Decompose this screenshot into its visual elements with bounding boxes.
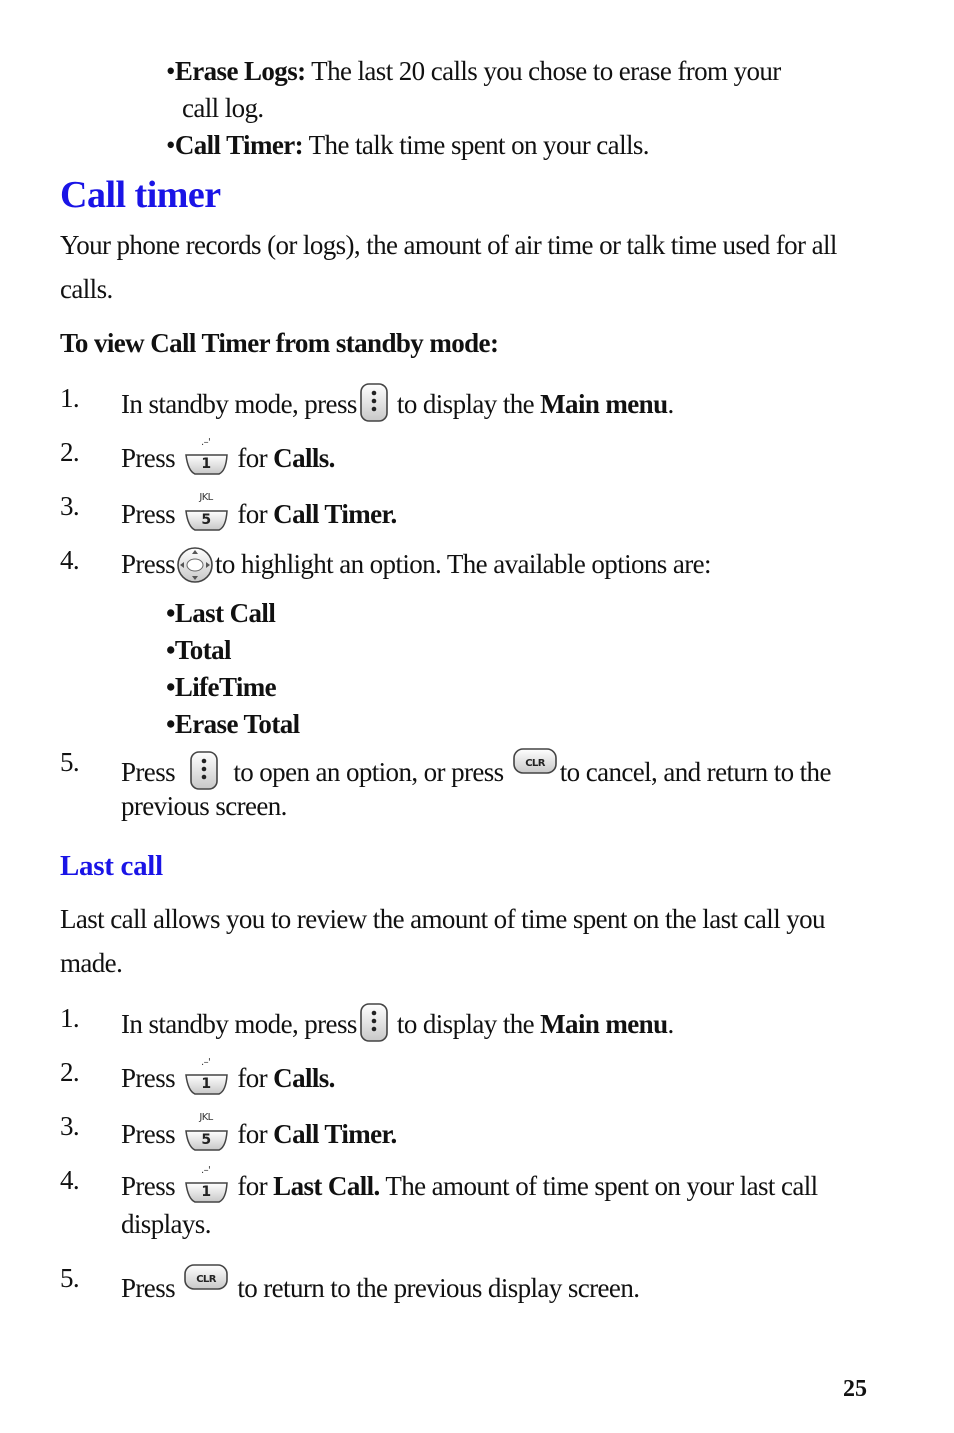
call-timer-intro-1: Your phone records (or logs), the amount of air time or talk time used for all: [60, 230, 837, 260]
step-number: 5.: [60, 747, 80, 777]
bullet-call-timer: •Call Timer: The talk time spent on your calls.: [166, 130, 649, 160]
step-number: 1.: [60, 383, 80, 413]
svg-text:.–': .–': [201, 1057, 211, 1068]
menu-key-icon: [359, 383, 389, 423]
option-lifetime: •LifeTime: [166, 672, 277, 702]
ct-step-5-cont: previous screen.: [121, 791, 287, 821]
step-number: 3.: [60, 1111, 80, 1141]
navigation-key-icon: [175, 545, 215, 585]
page-number: 25: [843, 1376, 867, 1402]
lc-step-1: In standby mode, press to display the Main menu.: [121, 1003, 674, 1043]
lc-step-2: Press .–' 1 for Calls.: [121, 1057, 335, 1097]
bullet-erase-logs-cont: call log.: [182, 93, 264, 123]
key-5-icon: [183, 1111, 229, 1153]
heading-last-call: Last call: [60, 850, 163, 882]
svg-text:1: 1: [201, 1076, 211, 1092]
key-5-icon: [183, 491, 229, 533]
heading-call-timer: Call timer: [60, 174, 221, 216]
svg-text:.–': .–': [201, 437, 211, 448]
ct-step-5: Press to open an option, or press CLR to cancel, and return to the: [121, 747, 831, 791]
bullet-text: The last 20 calls you chose to erase from your: [305, 56, 781, 86]
step-number: 4.: [60, 1165, 80, 1195]
menu-key-icon: [359, 1003, 389, 1043]
key-1-icon: [183, 437, 229, 477]
svg-text:CLR: CLR: [196, 1274, 216, 1285]
lc-step-4-cont: displays.: [121, 1209, 211, 1239]
svg-text:1: 1: [201, 1184, 211, 1200]
bullet-term: Call Timer:: [174, 130, 303, 160]
lc-step-5: Press CLR to return to the previous display screen.: [121, 1263, 639, 1304]
last-call-intro-2: made.: [60, 948, 123, 978]
bullet-term: Erase Logs:: [174, 56, 306, 86]
ct-step-1: In standby mode, press to display the Main menu.: [121, 383, 674, 423]
step-number: 2.: [60, 437, 80, 467]
step-number: 3.: [60, 491, 80, 521]
step-number: 4.: [60, 545, 80, 575]
bullet-erase-logs: •Erase Logs: The last 20 calls you chose to erase from your: [166, 56, 781, 86]
ct-step-4: Press to highlight an option. The available options are:: [121, 545, 711, 585]
lc-step-4: Press .–' 1 for Last Call. The amount of time spent on your last call: [121, 1165, 818, 1205]
menu-key-icon: [189, 751, 219, 791]
option-total: •Total: [166, 635, 231, 665]
clr-key-icon: [512, 747, 558, 777]
svg-text:JKL: JKL: [199, 1112, 213, 1123]
svg-text:JKL: JKL: [199, 492, 213, 503]
ct-step-3: Press JKL 5 for Call Timer.: [121, 491, 397, 533]
clr-key-icon: [183, 1263, 229, 1293]
svg-text:1: 1: [201, 456, 211, 472]
call-timer-intro-2: calls.: [60, 274, 113, 304]
key-1-icon: [183, 1057, 229, 1097]
option-erase-total: •Erase Total: [166, 709, 300, 739]
step-number: 5.: [60, 1263, 80, 1293]
svg-text:.–': .–': [201, 1165, 211, 1176]
step-number: 2.: [60, 1057, 80, 1087]
lc-step-3: Press JKL 5 for Call Timer.: [121, 1111, 397, 1153]
step-number: 1.: [60, 1003, 80, 1033]
ct-step-2: Press .–' 1 for Calls.: [121, 437, 335, 477]
svg-text:CLR: CLR: [524, 758, 545, 769]
option-last-call: •Last Call: [166, 598, 276, 628]
key-1-icon: [183, 1165, 229, 1205]
call-timer-subheading: To view Call Timer from standby mode:: [60, 328, 499, 358]
svg-text:5: 5: [201, 512, 211, 528]
last-call-intro-1: Last call allows you to review the amount of time spent on the last call you: [60, 904, 825, 934]
svg-text:5: 5: [201, 1132, 211, 1148]
bullet-text: The talk time spent on your calls.: [303, 130, 649, 160]
